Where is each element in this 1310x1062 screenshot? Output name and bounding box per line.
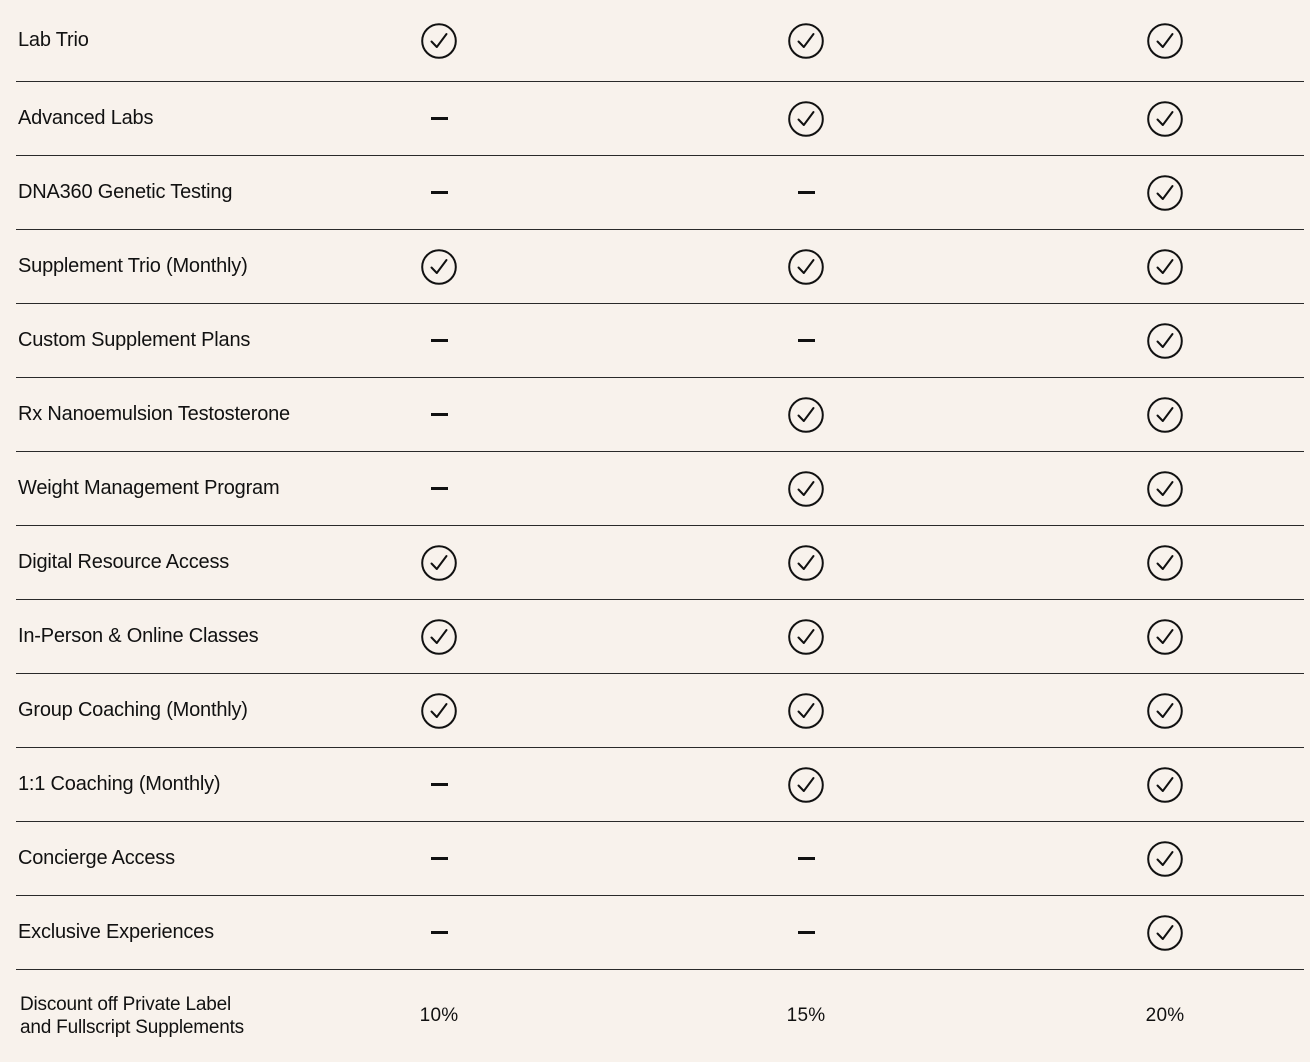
tier-1-cell [409,82,469,155]
check-circle-icon [1146,174,1184,212]
tier-1-cell [409,304,469,377]
tier-2-cell [776,674,836,747]
tier-2-cell [776,526,836,599]
feature-label: Exclusive Experiences [18,921,214,943]
dash-icon [431,117,448,120]
table-row [16,0,1304,82]
tier-1-cell [409,0,469,81]
tier-3-cell [1135,304,1195,377]
tier-1-cell [409,156,469,229]
dash-icon [431,931,448,934]
tier-3-cell [1135,526,1195,599]
discount-value: 10% [419,1005,459,1026]
tier-2-cell [776,156,836,229]
tier-1-cell [409,230,469,303]
feature-label: Weight Management Program [18,477,280,499]
tier-3-discount [1135,970,1195,1062]
tier-1-cell [409,822,469,895]
tier-3-cell [1135,230,1195,303]
tier-2-cell [776,82,836,155]
check-circle-icon [1146,396,1184,434]
table-row [16,82,1304,156]
check-circle-icon [787,618,825,656]
table-row [16,748,1304,822]
tier-2-cell [776,896,836,969]
feature-label: Digital Resource Access [18,551,230,573]
check-circle-icon [1146,766,1184,804]
tier-3-cell [1135,822,1195,895]
tier-2-cell [776,0,836,81]
tier-3-cell [1135,452,1195,525]
tier-3-cell [1135,600,1195,673]
tier-3-cell [1135,748,1195,821]
table-row [16,822,1304,896]
check-circle-icon [1146,692,1184,730]
discount-label [20,970,310,1062]
table-row [16,600,1304,674]
tier-1-discount [409,970,469,1062]
dash-icon [431,783,448,786]
table-row [16,526,1304,600]
tier-3-cell [1135,674,1195,747]
dash-icon [431,339,448,342]
table-row [16,452,1304,526]
tier-2-cell [776,822,836,895]
feature-label: Concierge Access [18,847,175,869]
tier-3-cell [1135,896,1195,969]
discount-label-line-1: Discount off Private Label [20,994,231,1015]
dash-icon [798,339,815,342]
discount-label-line-2: and Fullscript Supplements [20,1017,244,1038]
check-circle-icon [1146,544,1184,582]
check-circle-icon [1146,22,1184,60]
check-circle-icon [1146,248,1184,286]
check-circle-icon [787,692,825,730]
check-circle-icon [1146,470,1184,508]
dash-icon [798,931,815,934]
tier-3-cell [1135,378,1195,451]
tier-1-cell [409,674,469,747]
feature-label: Lab Trio [18,29,89,51]
table-row [16,674,1304,748]
tier-2-cell [776,600,836,673]
check-circle-icon [787,248,825,286]
tier-2-discount [776,970,836,1062]
tier-1-cell [409,748,469,821]
check-circle-icon [787,22,825,60]
discount-row [16,970,1304,1062]
dash-icon [798,191,815,194]
check-circle-icon [787,100,825,138]
check-circle-icon [420,248,458,286]
check-circle-icon [787,396,825,434]
tier-3-cell [1135,156,1195,229]
tier-2-cell [776,452,836,525]
tier-1-cell [409,378,469,451]
tier-3-cell [1135,0,1195,81]
tier-1-cell [409,452,469,525]
dash-icon [431,487,448,490]
check-circle-icon [420,22,458,60]
tier-2-cell [776,230,836,303]
tier-1-cell [409,526,469,599]
check-circle-icon [1146,618,1184,656]
check-circle-icon [1146,100,1184,138]
check-circle-icon [420,544,458,582]
feature-label: Custom Supplement Plans [18,329,251,351]
tier-1-cell [409,600,469,673]
check-circle-icon [1146,840,1184,878]
dash-icon [798,857,815,860]
feature-label: DNA360 Genetic Testing [18,181,233,203]
dash-icon [431,857,448,860]
tier-2-cell [776,378,836,451]
feature-label: In-Person & Online Classes [18,625,259,647]
tier-2-cell [776,748,836,821]
table-row [16,304,1304,378]
feature-label: Group Coaching (Monthly) [18,699,248,721]
feature-label: Advanced Labs [18,107,154,129]
table-row [16,378,1304,452]
tier-3-cell [1135,82,1195,155]
check-circle-icon [1146,914,1184,952]
dash-icon [431,191,448,194]
tier-2-cell [776,304,836,377]
check-circle-icon [787,544,825,582]
check-circle-icon [787,470,825,508]
tier-1-cell [409,896,469,969]
discount-value: 20% [1145,1005,1185,1026]
table-row [16,230,1304,304]
check-circle-icon [787,766,825,804]
feature-label: 1:1 Coaching (Monthly) [18,773,221,795]
check-circle-icon [420,618,458,656]
dash-icon [431,413,448,416]
comparison-table [16,0,1304,1062]
check-circle-icon [1146,322,1184,360]
feature-label: Rx Nanoemulsion Testosterone [18,403,290,425]
feature-label: Supplement Trio (Monthly) [18,255,248,277]
table-row [16,156,1304,230]
check-circle-icon [420,692,458,730]
table-row [16,896,1304,970]
discount-value: 15% [786,1005,826,1026]
